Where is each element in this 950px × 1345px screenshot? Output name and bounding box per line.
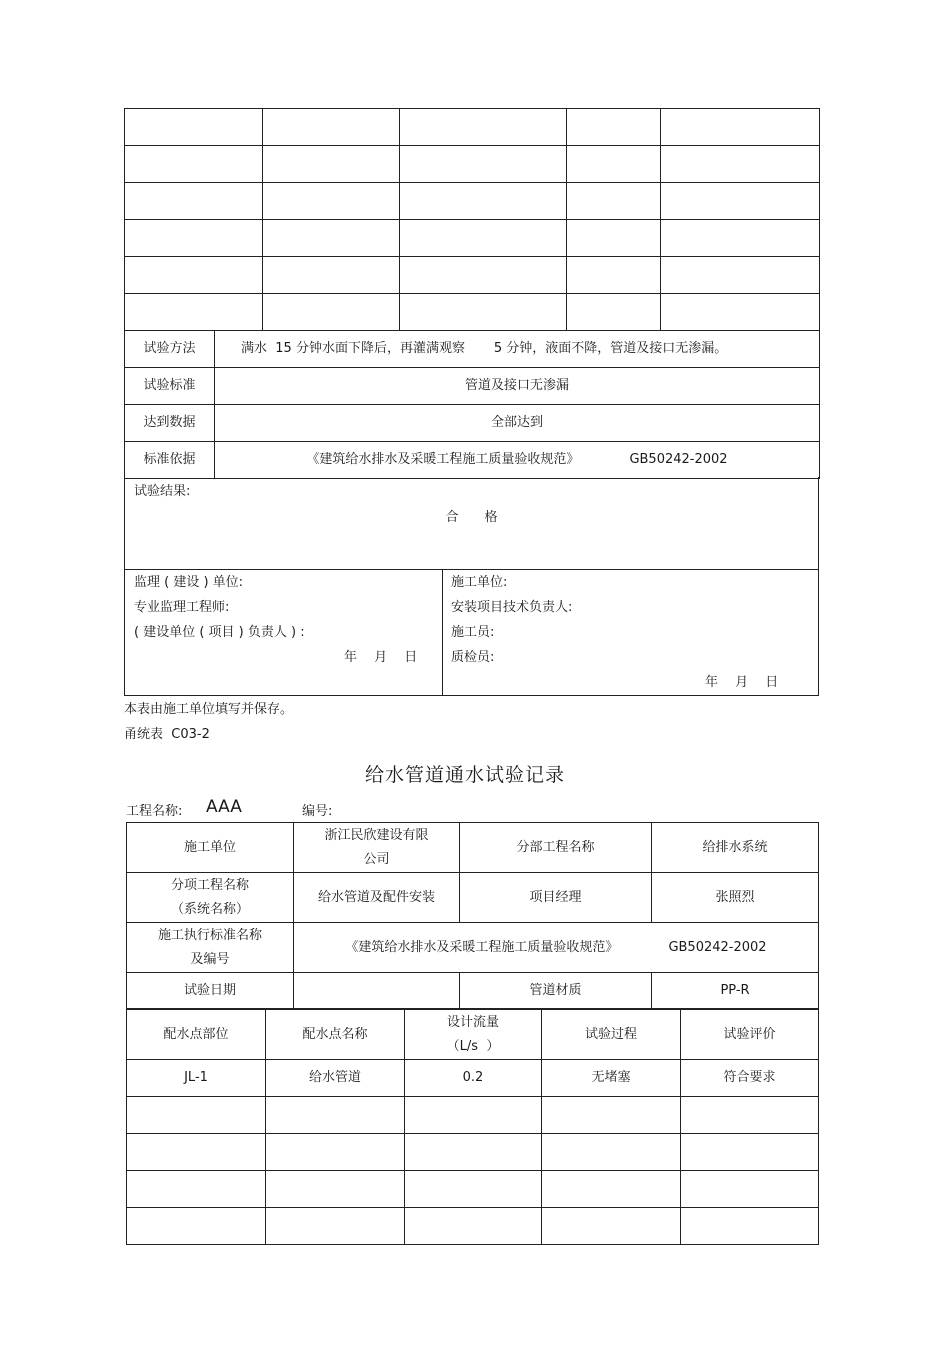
basis-label: 标准依据 <box>125 442 215 479</box>
subitem-label <box>127 873 294 923</box>
upper-test-table <box>124 330 820 479</box>
blank-cell <box>400 109 567 146</box>
blank-cell <box>400 257 567 294</box>
basis-cell <box>215 442 820 479</box>
blank-cell <box>263 109 400 146</box>
project-name-value: AAA <box>206 797 242 817</box>
basis-text: 《建筑给水排水及采暖工程施工质量验收规范》 <box>306 452 580 467</box>
table-cell <box>405 1097 542 1134</box>
subitem-label-line-1: 分项工程名称 <box>170 877 249 893</box>
standard-text: 管道及接口无渗漏 <box>215 368 820 405</box>
upper-blank-grid <box>124 108 820 331</box>
table-cell: 0.2 <box>405 1060 542 1097</box>
blank-cell <box>400 294 567 331</box>
fill-note: 本表由施工单位填写并保存。 <box>124 702 294 717</box>
table-cell <box>681 1171 819 1208</box>
std-label-line-2: 及编号 <box>190 951 230 967</box>
blank-cell <box>263 146 400 183</box>
blank-cell <box>661 109 820 146</box>
number-label: 编号: <box>302 804 333 819</box>
table-cell <box>266 1134 405 1171</box>
flow-header-line-2: （L/s ） <box>446 1038 500 1054</box>
blank-cell <box>661 220 820 257</box>
blank-cell <box>125 146 263 183</box>
blank-cell <box>125 294 263 331</box>
result-label: 试验结果: <box>134 484 191 499</box>
construction-unit-line-2: 公司 <box>363 851 390 867</box>
table-row <box>127 1171 819 1208</box>
table-row <box>127 1208 819 1245</box>
supervisor-unit-label: 监理 ( 建设 ) 单位: <box>134 575 244 590</box>
page-title: 给水管道通水试验记录 <box>364 764 565 786</box>
table-cell <box>681 1208 819 1245</box>
column-header: 配水点部位 <box>127 1010 266 1060</box>
blank-cell <box>567 257 661 294</box>
material-label: 管道材质 <box>460 973 652 1009</box>
inspector-label: 质检员: <box>451 650 495 665</box>
table-cell <box>542 1208 681 1245</box>
achieved-label: 达到数据 <box>125 405 215 442</box>
blank-cell <box>263 183 400 220</box>
table-cell <box>127 1097 266 1134</box>
tech-lead-label: 安装项目技术负责人: <box>451 600 573 615</box>
construction-unit-label: 施工单位 <box>127 823 294 873</box>
column-header-flow <box>405 1010 542 1060</box>
table-cell <box>405 1134 542 1171</box>
blank-cell <box>661 183 820 220</box>
std-value: 《建筑给水排水及采暖工程施工质量验收规范》 <box>345 939 619 955</box>
blank-cell <box>125 109 263 146</box>
std-label-line-1: 施工执行标准名称 <box>157 927 262 943</box>
project-name-label: 工程名称: <box>126 804 183 819</box>
flow-test-table <box>126 1009 819 1245</box>
method-text: 满水 15 分钟水面下降后，再灌满观察 5 分钟，液面不降，管道及接口无渗漏。 <box>215 331 820 368</box>
std-code: GB50242-2002 <box>668 939 767 955</box>
result-text: 合 格 <box>445 510 498 525</box>
table-row <box>127 1097 819 1134</box>
achieved-text: 全部达到 <box>215 405 820 442</box>
signature-divider <box>442 570 443 695</box>
blank-cell <box>263 257 400 294</box>
table-row <box>127 1134 819 1171</box>
blank-cell <box>567 220 661 257</box>
signature-box <box>124 569 819 696</box>
division-label: 分部工程名称 <box>460 823 652 873</box>
blank-cell <box>400 220 567 257</box>
table-cell <box>266 1097 405 1134</box>
column-header: 试验过程 <box>542 1010 681 1060</box>
table-cell <box>542 1134 681 1171</box>
blank-cell <box>125 220 263 257</box>
column-header: 配水点名称 <box>266 1010 405 1060</box>
flow-header-line-1: 设计流量 <box>446 1014 499 1030</box>
table-cell: JL-1 <box>127 1060 266 1097</box>
method-label: 试验方法 <box>125 331 215 368</box>
std-value-cell <box>294 923 819 973</box>
blank-cell <box>567 109 661 146</box>
blank-cell <box>661 146 820 183</box>
blank-cell <box>661 257 820 294</box>
blank-cell <box>263 220 400 257</box>
table-cell <box>127 1171 266 1208</box>
table-cell <box>405 1171 542 1208</box>
left-date: 年 月 日 <box>344 650 418 665</box>
table-cell <box>542 1171 681 1208</box>
table-cell: 符合要求 <box>681 1060 819 1097</box>
manager-value: 张照烈 <box>652 873 819 923</box>
construction-unit-value <box>294 823 460 873</box>
subitem-value: 给水管道及配件安装 <box>294 873 460 923</box>
table-cell: 给水管道 <box>266 1060 405 1097</box>
info-table <box>126 822 819 1009</box>
blank-cell <box>567 183 661 220</box>
table-cell <box>542 1097 681 1134</box>
table-cell <box>266 1208 405 1245</box>
blank-cell <box>263 294 400 331</box>
blank-cell <box>400 146 567 183</box>
material-value: PP-R <box>652 973 819 1009</box>
subitem-label-line-2: （系统名称） <box>170 901 249 917</box>
table-cell <box>127 1134 266 1171</box>
blank-cell <box>125 257 263 294</box>
blank-cell <box>125 183 263 220</box>
test-date-label: 试验日期 <box>127 973 294 1009</box>
table-cell <box>681 1097 819 1134</box>
table-cell <box>266 1171 405 1208</box>
blank-cell <box>661 294 820 331</box>
result-box <box>124 477 819 570</box>
form-code: 甬统表 C03-2 <box>124 727 210 742</box>
basis-code: GB50242-2002 <box>629 452 728 467</box>
division-value: 给排水系统 <box>652 823 819 873</box>
contractor-unit-label: 施工单位: <box>451 575 508 590</box>
blank-cell <box>567 146 661 183</box>
owner-representative-label: ( 建设单位 ( 项目 ) 负责人 ) : <box>134 625 305 640</box>
manager-label: 项目经理 <box>460 873 652 923</box>
table-row <box>127 1060 819 1097</box>
std-label <box>127 923 294 973</box>
table-cell <box>405 1208 542 1245</box>
supervisor-engineer-label: 专业监理工程师: <box>134 600 230 615</box>
standard-label: 试验标准 <box>125 368 215 405</box>
table-cell: 无堵塞 <box>542 1060 681 1097</box>
column-header: 试验评价 <box>681 1010 819 1060</box>
test-date-value <box>294 973 460 1009</box>
right-date: 年 月 日 <box>705 675 779 690</box>
builder-label: 施工员: <box>451 625 495 640</box>
table-cell <box>681 1134 819 1171</box>
blank-cell <box>567 294 661 331</box>
construction-unit-line-1: 浙江民欣建设有限 <box>324 827 429 843</box>
blank-cell <box>400 183 567 220</box>
table-cell <box>127 1208 266 1245</box>
